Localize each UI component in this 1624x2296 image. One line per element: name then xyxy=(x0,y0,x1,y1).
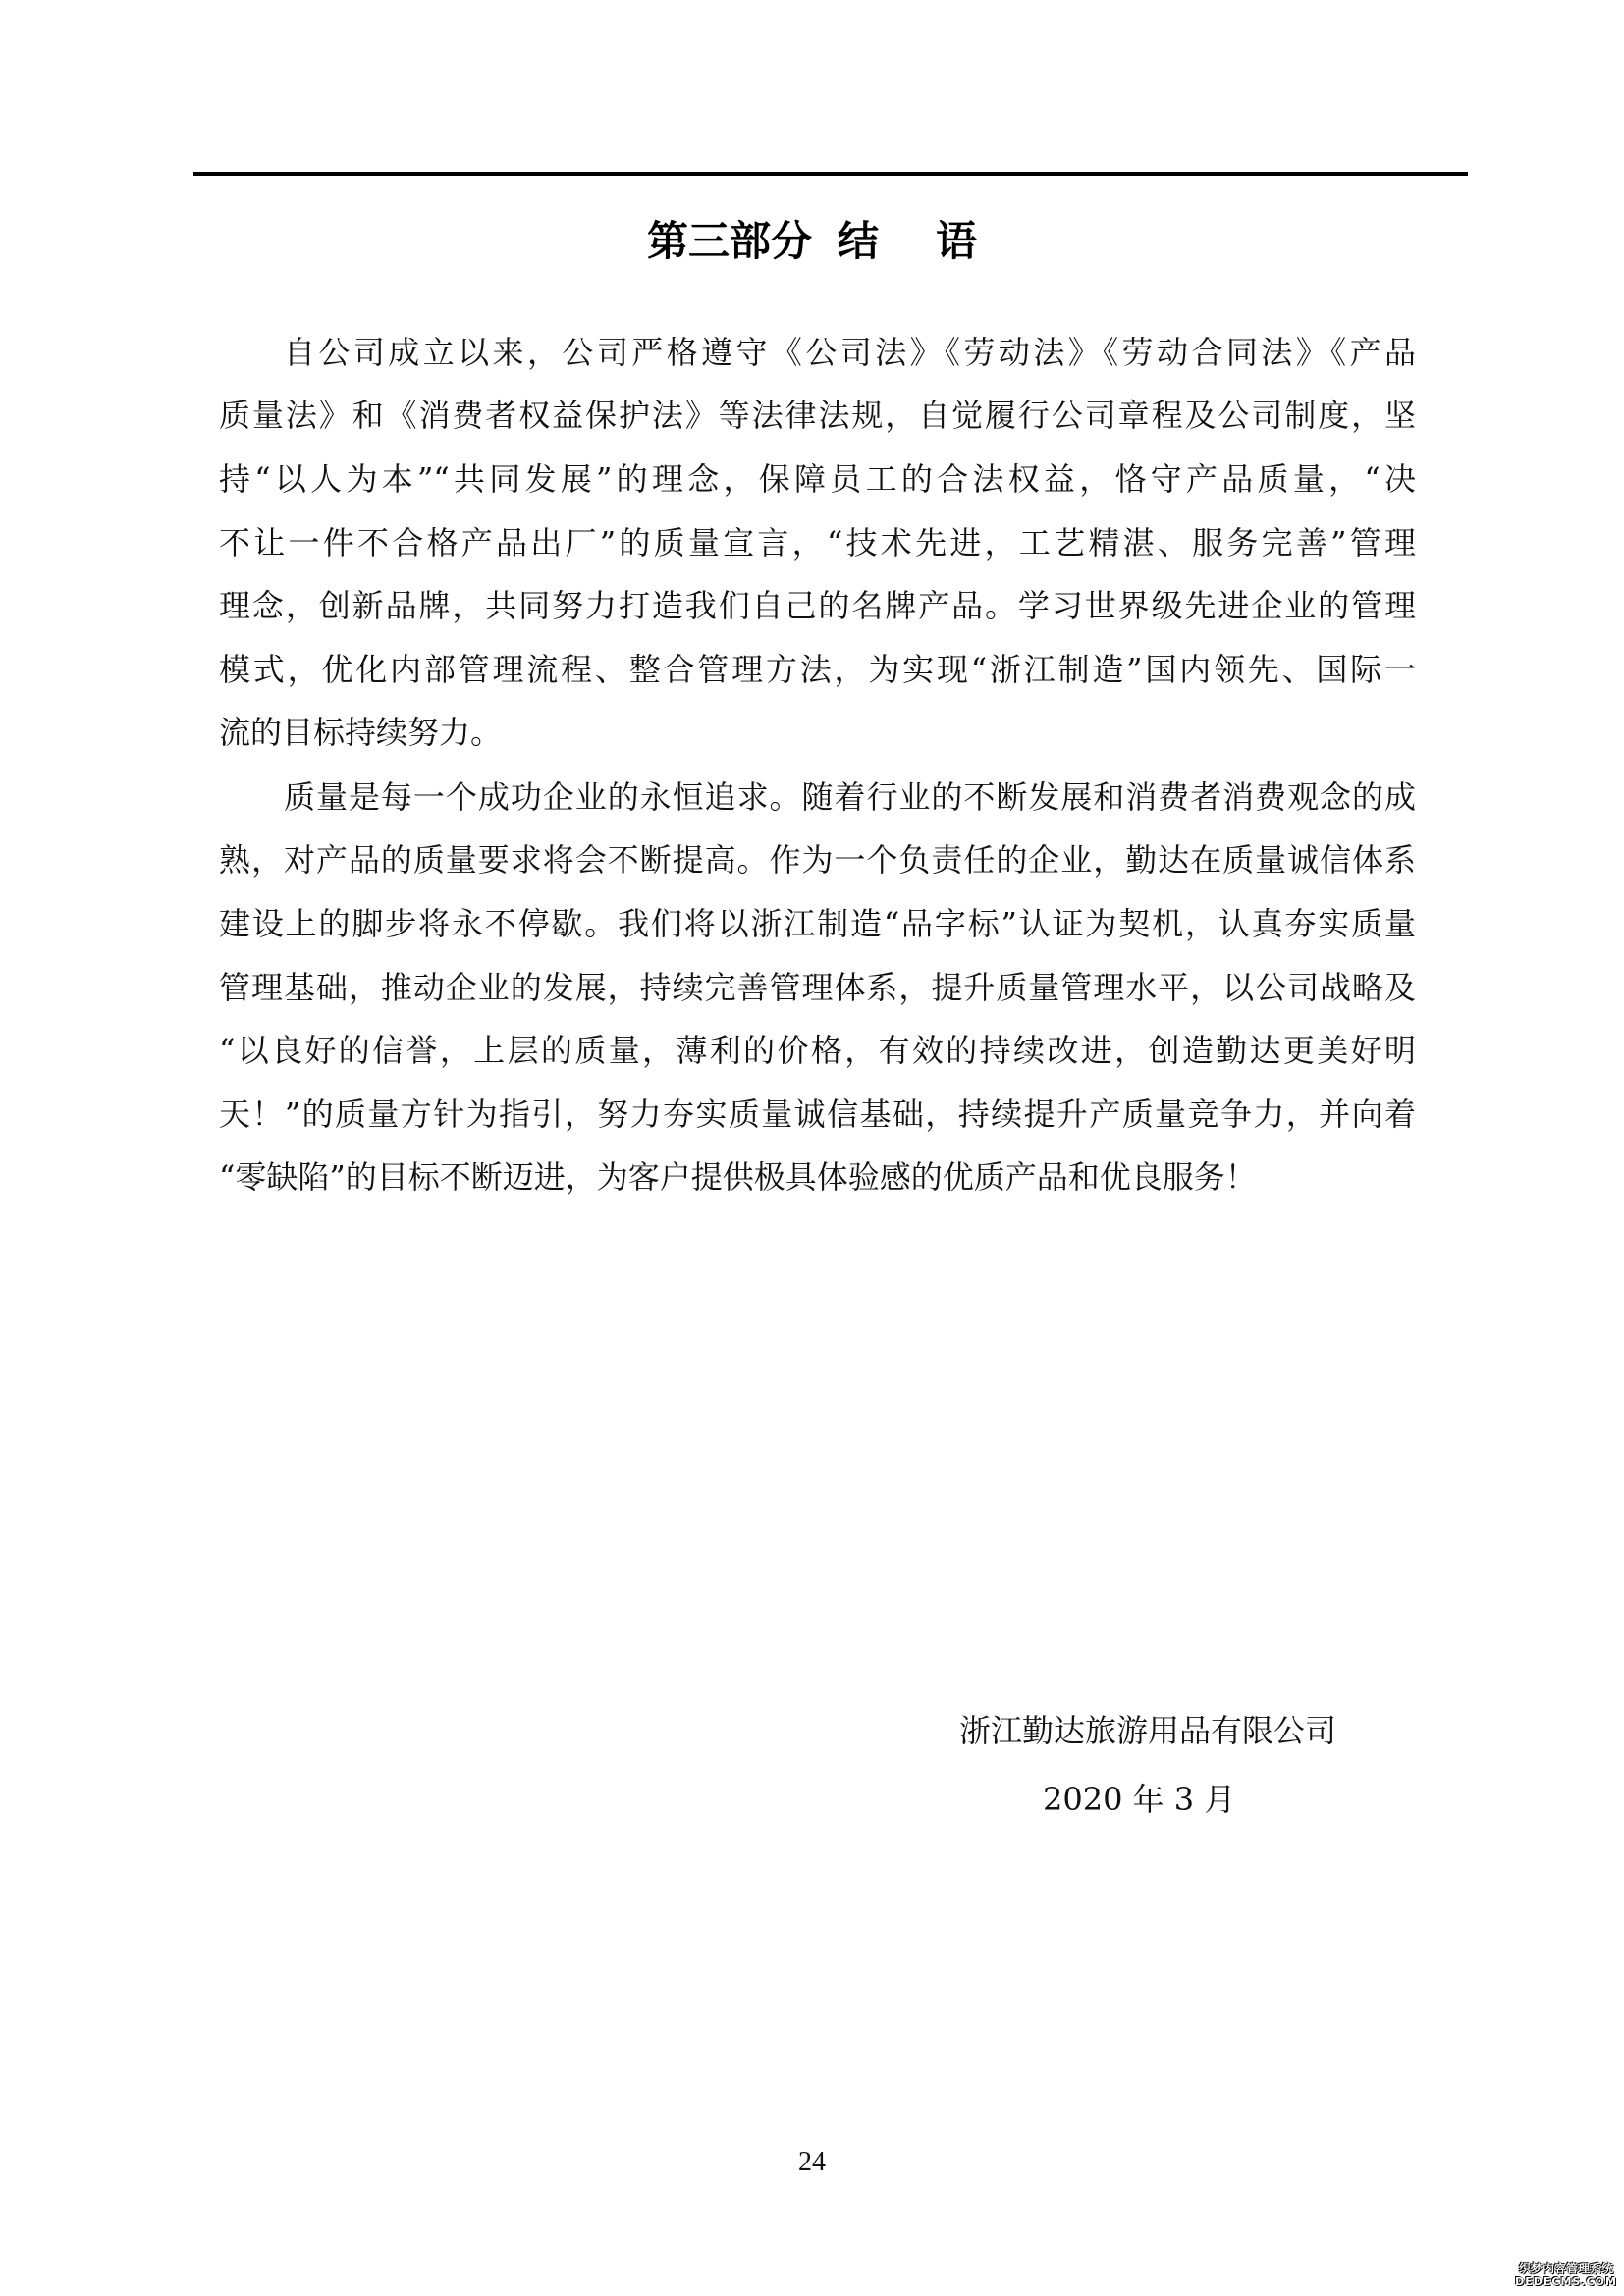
paragraph-line: 熟，对产品的质量要求将会不断提高。作为一个负责任的企业，勤达在质量诚信体系 xyxy=(219,841,1416,879)
paragraph-line: 建设上的脚步将永不停歇。我们将以浙江制造“品字标”认证为契机，认真夯实质量 xyxy=(219,905,1416,942)
paragraph-line: 理念，创新品牌，共同努力打造我们自己的名牌产品。学习世界级先进企业的管理 xyxy=(219,587,1416,624)
paragraph-line: 持“以人为本”“共同发展”的理念，保障员工的合法权益，恪守产品质量，“决 xyxy=(219,460,1416,498)
watermark-logo xyxy=(1515,2262,1617,2288)
paragraph-line: 管理基础，推动企业的发展，持续完善管理体系，提升质量管理水平，以公司战略及 xyxy=(219,969,1416,1006)
paragraph-line: 不让一件不合格产品出厂”的质量宣言，“技术先进，工艺精湛、服务完善”管理 xyxy=(219,524,1416,561)
paragraph-line: “以良好的信誉，上层的质量，薄利的价格，有效的持续改进，创造勤达更美好明 xyxy=(219,1032,1416,1069)
paragraph-line: 质量是每一个成功企业的永恒追求。随着行业的不断发展和消费者消费观念的成 xyxy=(284,778,1416,816)
signature-date: 2020 年 3 月 xyxy=(1043,1781,1236,1818)
paragraph-line: “零缺陷”的目标不断迈进，为客户提供极具体验感的优质产品和优良服务！ xyxy=(219,1158,1257,1196)
paragraph-line: 质量法》和《消费者权益保护法》等法律法规，自觉履行公司章程及公司制度，坚 xyxy=(219,397,1416,434)
paragraph-line: 流的目标持续努力。 xyxy=(219,714,503,751)
page-title xyxy=(0,214,1624,269)
watermark-line-2: DEDECMS.COM xyxy=(1515,2275,1617,2288)
paragraph-line: 天！”的质量方针为指引，努力夯实质量诚信基础，持续提升产质量竞争力，并向着 xyxy=(219,1095,1416,1133)
page-number: 24 xyxy=(798,2147,826,2177)
title-word-2: 语 xyxy=(936,217,978,265)
watermark-line-1: 织梦内容管理系统 xyxy=(1518,2262,1613,2275)
paragraph-line: 自公司成立以来，公司严格遵守《公司法》《劳动法》《劳动合同法》《产品 xyxy=(284,334,1416,371)
title-part: 第三部分 xyxy=(646,217,812,265)
signature-company: 浙江勤达旅游用品有限公司 xyxy=(959,1712,1337,1749)
paragraph-line: 模式，优化内部管理流程、整合管理方法，为实现“浙江制造”国内领先、国际一 xyxy=(219,651,1416,688)
title-word-1: 结 xyxy=(837,217,879,265)
header-rule xyxy=(193,172,1468,176)
